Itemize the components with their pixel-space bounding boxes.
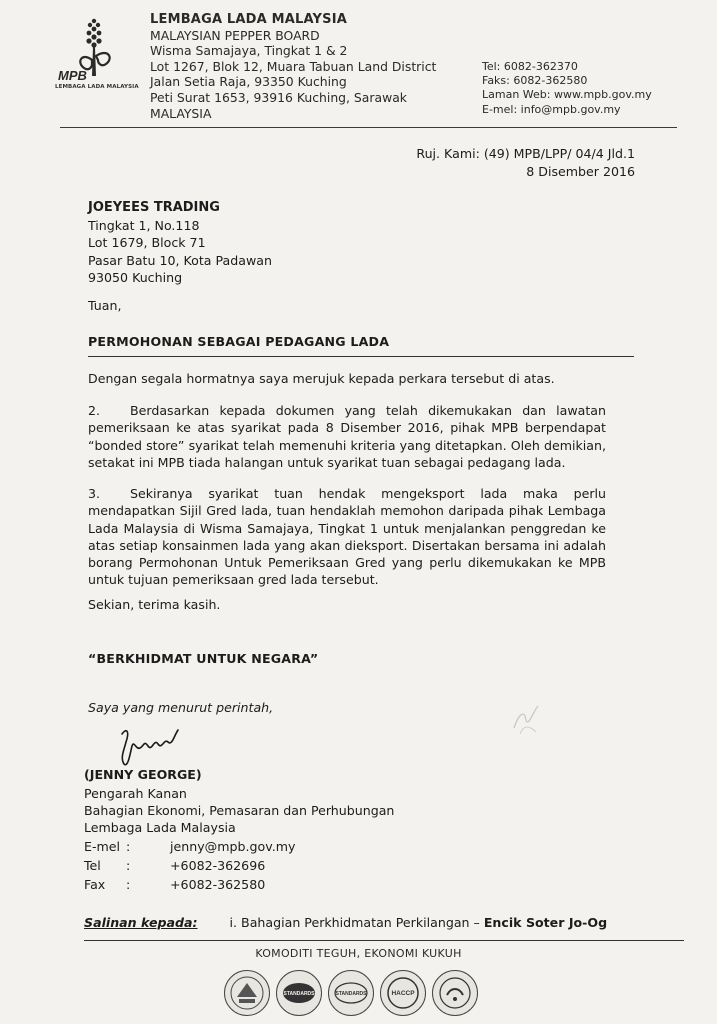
footer-divider (84, 940, 684, 941)
copy-to-person: Encik Soter Jo-Og (483, 915, 608, 930)
contact-line: Laman Web: www.mpb.gov.my (482, 88, 652, 102)
thanks-line: Sekian, terima kasih. (88, 597, 221, 612)
footer-motto: KOMODITI TEGUH, EKONOMI KUKUH (255, 947, 462, 960)
recipient-address (88, 199, 272, 287)
service-motto: “BERKHIDMAT UNTUK NEGARA” (88, 651, 319, 666)
contact-value: +6082-362696 (170, 858, 266, 873)
paragraph-text: Sekiranya syarikat tuan hendak mengeksport lada maka perlu mendapatkan Sijil Gred lada, tuan hendaklah memohon daripada pihak Lembaga Lada Malaysia di Wisma Samajaya, Tingkat 1 untuk menjalankan penggredan ke atas setiap konsainmen lada yang akan dieksport. Disertakan bersama ini adalah borang Permohonan Untuk Pemeriksaan Gred yang perlu dikemukakan ke MPB untuk tujuan pemeriksaan gred lada tersebut. (88, 486, 606, 588)
contact-label: Fax (84, 877, 106, 892)
subject-line: PERMOHONAN SEBAGAI PEDAGANG LADA (88, 334, 390, 349)
paragraph-number: 3. (88, 486, 101, 501)
letterhead-address (150, 12, 436, 121)
address-line: MALAYSIAN PEPPER BOARD (150, 27, 320, 43)
contact-value: +6082-362580 (170, 877, 266, 892)
reference-number: Ruj. Kami: (49) MPB/LPP/ 04/4 Jld.1 (416, 146, 635, 161)
signatory-division: Bahagian Ekonomi, Pemasaran dan Perhubungan (84, 803, 395, 819)
contact-line: Faks: 6082-362580 (482, 74, 588, 88)
contact-label: Tel (84, 858, 101, 873)
mpb-logo (56, 16, 126, 92)
paragraph-number: 2. (88, 403, 101, 418)
subject-divider (88, 356, 634, 357)
contact-row (84, 837, 295, 856)
recipient-line: Lot 1679, Block 71 (88, 235, 206, 250)
logo-subtext: LEMBAGA LADA MALAYSIA (55, 84, 139, 90)
closing-line: Saya yang menurut perintah, (88, 700, 274, 715)
recipient-line: 93050 Kuching (88, 270, 183, 285)
copy-to-line (84, 915, 607, 930)
cert-label: HACCP (391, 990, 415, 997)
malaysia-seal-icon (224, 970, 270, 1016)
contact-row (84, 856, 295, 875)
org-name: LEMBAGA LADA MALAYSIA (150, 12, 348, 27)
cert-label: STANDARDS (335, 991, 367, 997)
contact-colon: : (126, 839, 131, 854)
copy-to-text: i. Bahagian Perkhidmatan Perkilangan – (229, 915, 484, 930)
paragraph-2 (88, 402, 606, 471)
recipient-name: JOEYEES TRADING (88, 200, 220, 215)
signatory-info (84, 785, 394, 837)
halal-cert-icon (432, 970, 478, 1016)
paragraph-3 (88, 485, 606, 589)
letter-date: 8 Disember 2016 (526, 164, 635, 179)
signatory-title: Pengarah Kanan (84, 786, 187, 801)
signature (116, 724, 182, 768)
copy-to-label: Salinan kepada: (84, 915, 198, 930)
certification-logos (224, 967, 484, 1019)
address-line: MALAYSIA (150, 105, 212, 121)
signatory-name: (JENNY GEORGE) (84, 767, 202, 782)
reference-block (416, 145, 635, 181)
letterhead-contact (482, 60, 652, 117)
address-line: Jalan Setia Raja, 93350 Kuching (150, 74, 347, 90)
address-line: Peti Surat 1653, 93916 Kuching, Sarawak (150, 89, 407, 105)
paragraph-text: Berdasarkan kepada dokumen yang telah dikemukakan dan lawatan pemeriksaan ke atas syarikat pada 8 Disember 2016, pihak MPB berpendapat “bonded store” syarikat telah memenuhi kriteria yang ditetapkan. Oleh demikian, setakat ini MPB tiada halangan untuk syarikat tuan sebagai pedagang lada. (88, 403, 606, 470)
signatory-org: Lembaga Lada Malaysia (84, 820, 236, 836)
contact-label: E-mel (84, 839, 121, 854)
contact-colon: : (126, 877, 131, 892)
salutation: Tuan, (88, 298, 122, 313)
header-divider (60, 127, 677, 128)
standards-malaysia-icon (328, 970, 374, 1016)
recipient-line: Pasar Batu 10, Kota Padawan (88, 252, 272, 268)
address-line: Wisma Samajaya, Tingkat 1 & 2 (150, 43, 348, 59)
contact-value: jenny@mpb.gov.my (170, 839, 296, 854)
haccp-cert-icon (380, 970, 426, 1016)
paragraph-1: Dengan segala hormatnya saya merujuk kepada perkara tersebut di atas. (88, 371, 555, 386)
contact-line: E-mel: info@mpb.gov.my (482, 102, 621, 116)
address-line: Lot 1267, Blok 12, Muara Tabuan Land District (150, 58, 437, 74)
cert-label: STANDARDS (283, 991, 315, 997)
logo-text: MPB (58, 68, 87, 83)
recipient-line: Tingkat 1, No.118 (88, 217, 200, 233)
standards-cert-icon (276, 970, 322, 1016)
contact-colon: : (126, 858, 131, 873)
contact-row (84, 875, 295, 894)
contact-line: Tel: 6082-362370 (482, 60, 578, 73)
faint-mark (506, 698, 546, 738)
signatory-contacts (84, 837, 295, 894)
